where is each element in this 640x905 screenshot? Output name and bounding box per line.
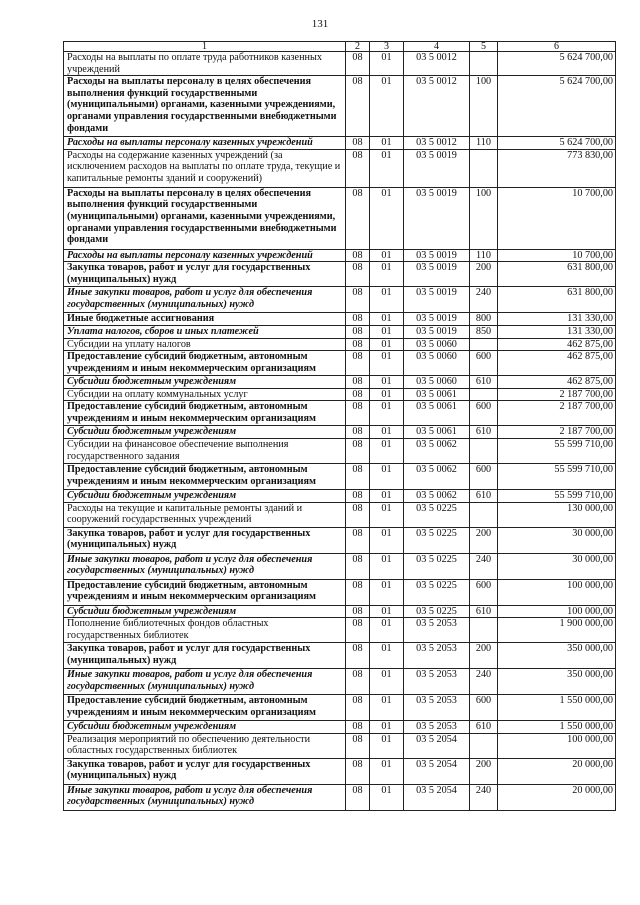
table-row (64, 187, 616, 249)
table-row (64, 351, 616, 376)
cell-target-article: 03 5 2054 (404, 784, 470, 810)
cell-expense-type: 240 (470, 784, 498, 810)
cell-section: 08 (346, 426, 370, 439)
cell-expense-name: Субсидии на финансовое обеспечение выполнения государственного задания (64, 438, 346, 463)
cell-subsection: 01 (370, 137, 404, 150)
cell-amount: 20 000,00 (498, 784, 616, 810)
cell-expense-type: 110 (470, 249, 498, 262)
cell-expense-name: Предоставление субсидий бюджетным, автономным учреждениям и иным некоммерческим организациям (64, 695, 346, 721)
cell-target-article: 03 5 2053 (404, 618, 470, 643)
cell-amount: 462 875,00 (498, 338, 616, 351)
cell-amount: 5 624 700,00 (498, 52, 616, 76)
table-row (64, 338, 616, 351)
cell-target-article: 03 5 0019 (404, 313, 470, 326)
cell-expense-type: 610 (470, 376, 498, 389)
cell-expense-type: 200 (470, 262, 498, 287)
cell-expense-type: 240 (470, 287, 498, 313)
table-row (64, 721, 616, 734)
cell-expense-name: Иные закупки товаров, работ и услуг для обеспечения государственных (муниципальных) нужд (64, 784, 346, 810)
cell-subsection: 01 (370, 553, 404, 579)
cell-section: 08 (346, 489, 370, 502)
cell-expense-type (470, 52, 498, 76)
column-header: 4 (404, 42, 470, 52)
cell-amount: 1 900 000,00 (498, 618, 616, 643)
cell-subsection: 01 (370, 351, 404, 376)
cell-subsection: 01 (370, 388, 404, 401)
cell-expense-name: Иные бюджетные ассигнования (64, 313, 346, 326)
table-row (64, 401, 616, 426)
cell-section: 08 (346, 351, 370, 376)
cell-target-article: 03 5 2053 (404, 695, 470, 721)
table-row (64, 758, 616, 784)
cell-subsection: 01 (370, 376, 404, 389)
cell-expense-name: Реализация мероприятий по обеспечению деятельности областных государственных библиотек (64, 733, 346, 758)
cell-section: 08 (346, 733, 370, 758)
cell-expense-type: 240 (470, 669, 498, 695)
cell-amount: 5 624 700,00 (498, 137, 616, 150)
column-header: 2 (346, 42, 370, 52)
cell-target-article: 03 5 2054 (404, 733, 470, 758)
cell-target-article: 03 5 0225 (404, 605, 470, 618)
cell-expense-name: Расходы на выплаты по оплате труда работников казенных учреждений (64, 52, 346, 76)
cell-section: 08 (346, 401, 370, 426)
cell-section: 08 (346, 784, 370, 810)
cell-amount: 30 000,00 (498, 553, 616, 579)
table-row (64, 643, 616, 669)
table-row (64, 553, 616, 579)
table-row (64, 287, 616, 313)
cell-expense-type (470, 388, 498, 401)
cell-subsection: 01 (370, 489, 404, 502)
cell-expense-type: 800 (470, 313, 498, 326)
cell-amount: 2 187 700,00 (498, 426, 616, 439)
cell-expense-type (470, 502, 498, 527)
cell-expense-name: Предоставление субсидий бюджетным, автономным учреждениям и иным некоммерческим организациям (64, 579, 346, 605)
cell-expense-name: Субсидии на оплату коммунальных услуг (64, 388, 346, 401)
cell-section: 08 (346, 76, 370, 137)
cell-subsection: 01 (370, 325, 404, 338)
cell-amount: 131 330,00 (498, 325, 616, 338)
cell-subsection: 01 (370, 463, 404, 489)
table-row (64, 249, 616, 262)
cell-amount: 100 000,00 (498, 605, 616, 618)
cell-target-article: 03 5 0060 (404, 338, 470, 351)
cell-subsection: 01 (370, 527, 404, 553)
table-row (64, 605, 616, 618)
cell-amount: 350 000,00 (498, 643, 616, 669)
cell-target-article: 03 5 0061 (404, 426, 470, 439)
page-number: 131 (311, 18, 329, 30)
cell-section: 08 (346, 187, 370, 249)
cell-section: 08 (346, 325, 370, 338)
cell-subsection: 01 (370, 401, 404, 426)
cell-target-article: 03 5 0019 (404, 149, 470, 187)
column-header: 3 (370, 42, 404, 52)
cell-amount: 30 000,00 (498, 527, 616, 553)
cell-subsection: 01 (370, 721, 404, 734)
cell-expense-name: Субсидии бюджетным учреждениям (64, 721, 346, 734)
cell-expense-type (470, 618, 498, 643)
table-row (64, 376, 616, 389)
cell-section: 08 (346, 137, 370, 150)
cell-expense-type (470, 438, 498, 463)
cell-section: 08 (346, 149, 370, 187)
cell-target-article: 03 5 0019 (404, 287, 470, 313)
cell-expense-type: 200 (470, 527, 498, 553)
cell-expense-name: Субсидии бюджетным учреждениям (64, 426, 346, 439)
cell-target-article: 03 5 0062 (404, 438, 470, 463)
cell-target-article: 03 5 0012 (404, 137, 470, 150)
cell-amount: 10 700,00 (498, 249, 616, 262)
table-row (64, 579, 616, 605)
cell-subsection: 01 (370, 784, 404, 810)
table-row (64, 137, 616, 150)
cell-target-article: 03 5 2053 (404, 721, 470, 734)
cell-target-article: 03 5 0012 (404, 76, 470, 137)
cell-subsection: 01 (370, 758, 404, 784)
cell-section: 08 (346, 695, 370, 721)
cell-subsection: 01 (370, 313, 404, 326)
cell-section: 08 (346, 388, 370, 401)
cell-subsection: 01 (370, 643, 404, 669)
cell-subsection: 01 (370, 187, 404, 249)
cell-expense-type: 610 (470, 489, 498, 502)
cell-section: 08 (346, 643, 370, 669)
table-row (64, 262, 616, 287)
cell-subsection: 01 (370, 426, 404, 439)
cell-target-article: 03 5 2054 (404, 758, 470, 784)
table-row (64, 388, 616, 401)
cell-amount: 1 550 000,00 (498, 721, 616, 734)
cell-amount: 2 187 700,00 (498, 401, 616, 426)
cell-target-article: 03 5 2053 (404, 669, 470, 695)
table-row (64, 669, 616, 695)
table-row (64, 438, 616, 463)
table-row (64, 733, 616, 758)
cell-target-article: 03 5 0019 (404, 262, 470, 287)
table-row (64, 784, 616, 810)
cell-expense-name: Расходы на выплаты персоналу в целях обеспечения выполнения функций государственными (муниципальными) органами, казенными учреждениями, органами управления государственными внебюджетными фондами (64, 187, 346, 249)
cell-amount: 5 624 700,00 (498, 76, 616, 137)
cell-expense-name: Предоставление субсидий бюджетным, автономным учреждениям и иным некоммерческим организациям (64, 351, 346, 376)
cell-subsection: 01 (370, 669, 404, 695)
cell-amount: 1 550 000,00 (498, 695, 616, 721)
cell-expense-type: 600 (470, 579, 498, 605)
cell-expense-name: Расходы на текущие и капитальные ремонты зданий и сооружений государственных учреждений (64, 502, 346, 527)
cell-expense-type: 610 (470, 605, 498, 618)
cell-subsection: 01 (370, 338, 404, 351)
cell-expense-name: Иные закупки товаров, работ и услуг для обеспечения государственных (муниципальных) нужд (64, 553, 346, 579)
table-row (64, 149, 616, 187)
cell-section: 08 (346, 502, 370, 527)
table-row (64, 426, 616, 439)
cell-expense-name: Субсидии бюджетным учреждениям (64, 489, 346, 502)
cell-section: 08 (346, 376, 370, 389)
cell-subsection: 01 (370, 618, 404, 643)
cell-amount: 100 000,00 (498, 579, 616, 605)
cell-amount: 55 599 710,00 (498, 489, 616, 502)
cell-amount: 10 700,00 (498, 187, 616, 249)
cell-expense-type: 240 (470, 553, 498, 579)
cell-expense-name: Уплата налогов, сборов и иных платежей (64, 325, 346, 338)
column-header: 6 (498, 42, 616, 52)
cell-subsection: 01 (370, 149, 404, 187)
cell-expense-name: Закупка товаров, работ и услуг для государственных (муниципальных) нужд (64, 643, 346, 669)
table-row (64, 52, 616, 76)
cell-target-article: 03 5 0061 (404, 401, 470, 426)
cell-target-article: 03 5 0060 (404, 351, 470, 376)
cell-expense-name: Пополнение библиотечных фондов областных государственных библиотек (64, 618, 346, 643)
table-row (64, 313, 616, 326)
cell-expense-name: Иные закупки товаров, работ и услуг для обеспечения государственных (муниципальных) нужд (64, 669, 346, 695)
cell-target-article: 03 5 0019 (404, 249, 470, 262)
cell-target-article: 03 5 0012 (404, 52, 470, 76)
table-row (64, 502, 616, 527)
cell-expense-name: Закупка товаров, работ и услуг для государственных (муниципальных) нужд (64, 262, 346, 287)
cell-section: 08 (346, 721, 370, 734)
cell-amount: 20 000,00 (498, 758, 616, 784)
cell-expense-type: 610 (470, 426, 498, 439)
cell-expense-type: 600 (470, 351, 498, 376)
cell-expense-name: Расходы на выплаты персоналу казенных учреждений (64, 137, 346, 150)
cell-subsection: 01 (370, 733, 404, 758)
cell-amount: 350 000,00 (498, 669, 616, 695)
cell-expense-name: Закупка товаров, работ и услуг для государственных (муниципальных) нужд (64, 527, 346, 553)
cell-expense-type: 600 (470, 401, 498, 426)
cell-expense-type: 600 (470, 463, 498, 489)
cell-section: 08 (346, 605, 370, 618)
cell-expense-type: 110 (470, 137, 498, 150)
cell-expense-type (470, 338, 498, 351)
cell-section: 08 (346, 313, 370, 326)
cell-section: 08 (346, 52, 370, 76)
cell-section: 08 (346, 527, 370, 553)
cell-section: 08 (346, 287, 370, 313)
cell-amount: 55 599 710,00 (498, 438, 616, 463)
cell-subsection: 01 (370, 52, 404, 76)
cell-section: 08 (346, 262, 370, 287)
cell-expense-name: Расходы на содержание казенных учреждений (за исключением расходов на выплаты по оплате труда, текущие и капитальные ремонты зданий и сооружений) (64, 149, 346, 187)
cell-amount: 55 599 710,00 (498, 463, 616, 489)
cell-target-article: 03 5 2053 (404, 643, 470, 669)
column-header: 5 (470, 42, 498, 52)
budget-table (63, 41, 616, 811)
cell-expense-name: Предоставление субсидий бюджетным, автономным учреждениям и иным некоммерческим организациям (64, 401, 346, 426)
cell-expense-name: Иные закупки товаров, работ и услуг для обеспечения государственных (муниципальных) нужд (64, 287, 346, 313)
cell-target-article: 03 5 0019 (404, 325, 470, 338)
cell-subsection: 01 (370, 262, 404, 287)
cell-expense-name: Субсидии бюджетным учреждениям (64, 376, 346, 389)
cell-expense-type (470, 733, 498, 758)
cell-section: 08 (346, 758, 370, 784)
cell-target-article: 03 5 0225 (404, 553, 470, 579)
cell-expense-type: 600 (470, 695, 498, 721)
cell-subsection: 01 (370, 695, 404, 721)
cell-target-article: 03 5 0225 (404, 502, 470, 527)
cell-section: 08 (346, 669, 370, 695)
cell-target-article: 03 5 0061 (404, 388, 470, 401)
header-row (64, 42, 616, 52)
table-row (64, 695, 616, 721)
cell-subsection: 01 (370, 605, 404, 618)
cell-expense-type: 200 (470, 643, 498, 669)
cell-amount: 100 000,00 (498, 733, 616, 758)
cell-amount: 631 800,00 (498, 287, 616, 313)
cell-target-article: 03 5 0060 (404, 376, 470, 389)
cell-section: 08 (346, 249, 370, 262)
cell-section: 08 (346, 338, 370, 351)
table-row (64, 527, 616, 553)
cell-subsection: 01 (370, 502, 404, 527)
cell-section: 08 (346, 553, 370, 579)
cell-target-article: 03 5 0062 (404, 463, 470, 489)
cell-expense-type: 100 (470, 187, 498, 249)
cell-expense-type: 850 (470, 325, 498, 338)
cell-amount: 131 330,00 (498, 313, 616, 326)
cell-expense-type: 200 (470, 758, 498, 784)
cell-amount: 462 875,00 (498, 351, 616, 376)
cell-target-article: 03 5 0062 (404, 489, 470, 502)
cell-subsection: 01 (370, 287, 404, 313)
cell-amount: 462 875,00 (498, 376, 616, 389)
table-row (64, 463, 616, 489)
cell-section: 08 (346, 463, 370, 489)
cell-amount: 631 800,00 (498, 262, 616, 287)
cell-subsection: 01 (370, 438, 404, 463)
table-row (64, 489, 616, 502)
cell-expense-name: Субсидии бюджетным учреждениям (64, 605, 346, 618)
cell-expense-name: Субсидии на уплату налогов (64, 338, 346, 351)
table-row (64, 618, 616, 643)
cell-subsection: 01 (370, 249, 404, 262)
cell-subsection: 01 (370, 76, 404, 137)
cell-expense-name: Расходы на выплаты персоналу казенных учреждений (64, 249, 346, 262)
cell-expense-type: 100 (470, 76, 498, 137)
cell-target-article: 03 5 0225 (404, 579, 470, 605)
table-row (64, 325, 616, 338)
cell-expense-type: 610 (470, 721, 498, 734)
table-row (64, 76, 616, 137)
cell-expense-name: Закупка товаров, работ и услуг для государственных (муниципальных) нужд (64, 758, 346, 784)
cell-expense-name: Расходы на выплаты персоналу в целях обеспечения выполнения функций государственными (муниципальными) органами, казенными учреждениями, органами управления государственными внебюджетными фондами (64, 76, 346, 137)
cell-amount: 130 000,00 (498, 502, 616, 527)
cell-section: 08 (346, 579, 370, 605)
cell-amount: 773 830,00 (498, 149, 616, 187)
column-header: 1 (64, 42, 346, 52)
cell-expense-name: Предоставление субсидий бюджетным, автономным учреждениям и иным некоммерческим организациям (64, 463, 346, 489)
cell-target-article: 03 5 0225 (404, 527, 470, 553)
cell-section: 08 (346, 618, 370, 643)
cell-expense-type (470, 149, 498, 187)
cell-section: 08 (346, 438, 370, 463)
table-body (64, 52, 616, 811)
cell-target-article: 03 5 0019 (404, 187, 470, 249)
cell-amount: 2 187 700,00 (498, 388, 616, 401)
cell-subsection: 01 (370, 579, 404, 605)
